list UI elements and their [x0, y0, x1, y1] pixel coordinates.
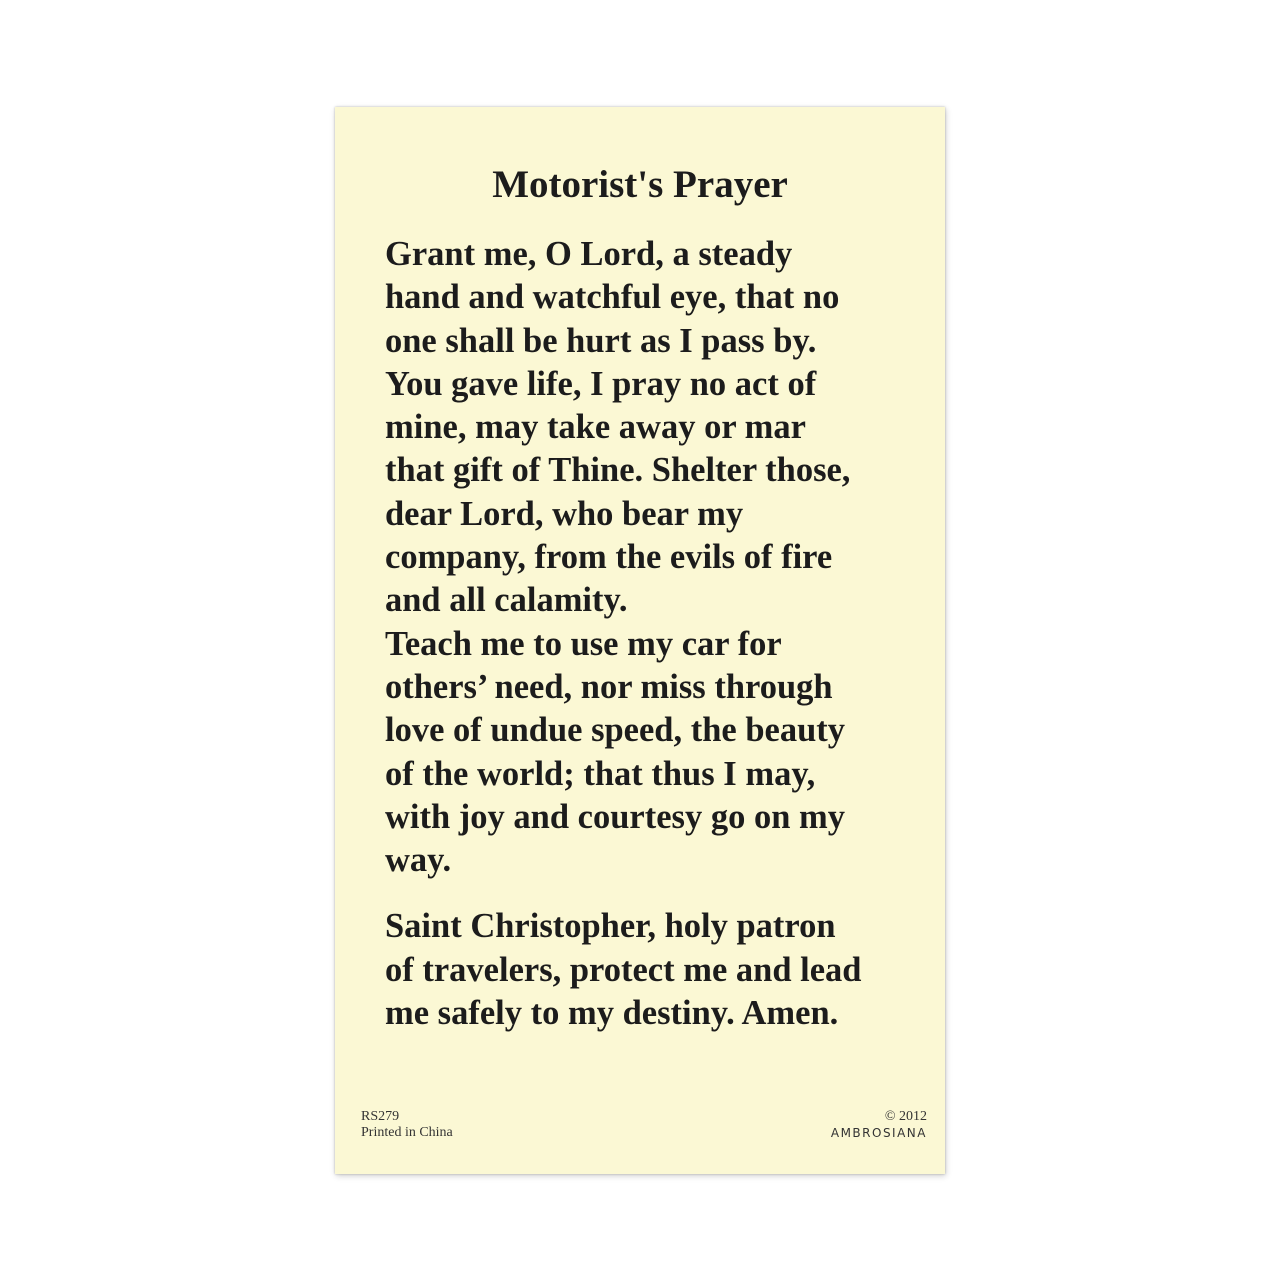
prayer-line: love of undue speed, the beauty [385, 711, 846, 750]
prayer-line: Grant me, O Lord, a steady [385, 235, 793, 273]
paragraph-gap [385, 882, 905, 905]
publisher-name: AMBROSIANA [830, 1126, 927, 1140]
prayer-line: way. [385, 841, 452, 880]
printed-in: Printed in China [361, 1125, 453, 1140]
product-code: RS279 [361, 1109, 400, 1124]
prayer-line: You gave life, I pray no act of [385, 364, 817, 403]
prayer-line: with joy and courtesy go on my [385, 797, 846, 836]
footer-right [831, 1109, 927, 1141]
prayer-line: hand and watchful eye, that no [385, 278, 840, 317]
footer-left [361, 1109, 453, 1141]
prayer-body [385, 233, 905, 1035]
paragraph-2 [385, 905, 905, 1035]
prayer-line: dear Lord, who bear my [385, 494, 744, 533]
prayer-line: of the world; that thus I may, [385, 754, 816, 793]
prayer-line: others’ need, nor miss through [385, 667, 833, 706]
prayer-line: me safely to my destiny. Amen. [385, 994, 839, 1033]
prayer-card [335, 107, 945, 1174]
copyright: © 2012 [884, 1109, 927, 1124]
prayer-line: company, from the evils of fire [385, 538, 833, 577]
prayer-line: and all calamity. [385, 581, 628, 620]
prayer-line: Teach me to use my car for [385, 624, 782, 663]
prayer-line: Saint Christopher, holy patron [385, 907, 836, 946]
paragraph-1 [385, 233, 905, 882]
prayer-line: of travelers, protect me and lead [385, 950, 862, 989]
prayer-line: mine, may take away or mar [385, 408, 806, 447]
prayer-line: that gift of Thine. Shelter those, [385, 451, 851, 490]
prayer-line: one shall be hurt as I pass by. [385, 321, 817, 360]
prayer-title: Motorist's Prayer [492, 163, 788, 206]
